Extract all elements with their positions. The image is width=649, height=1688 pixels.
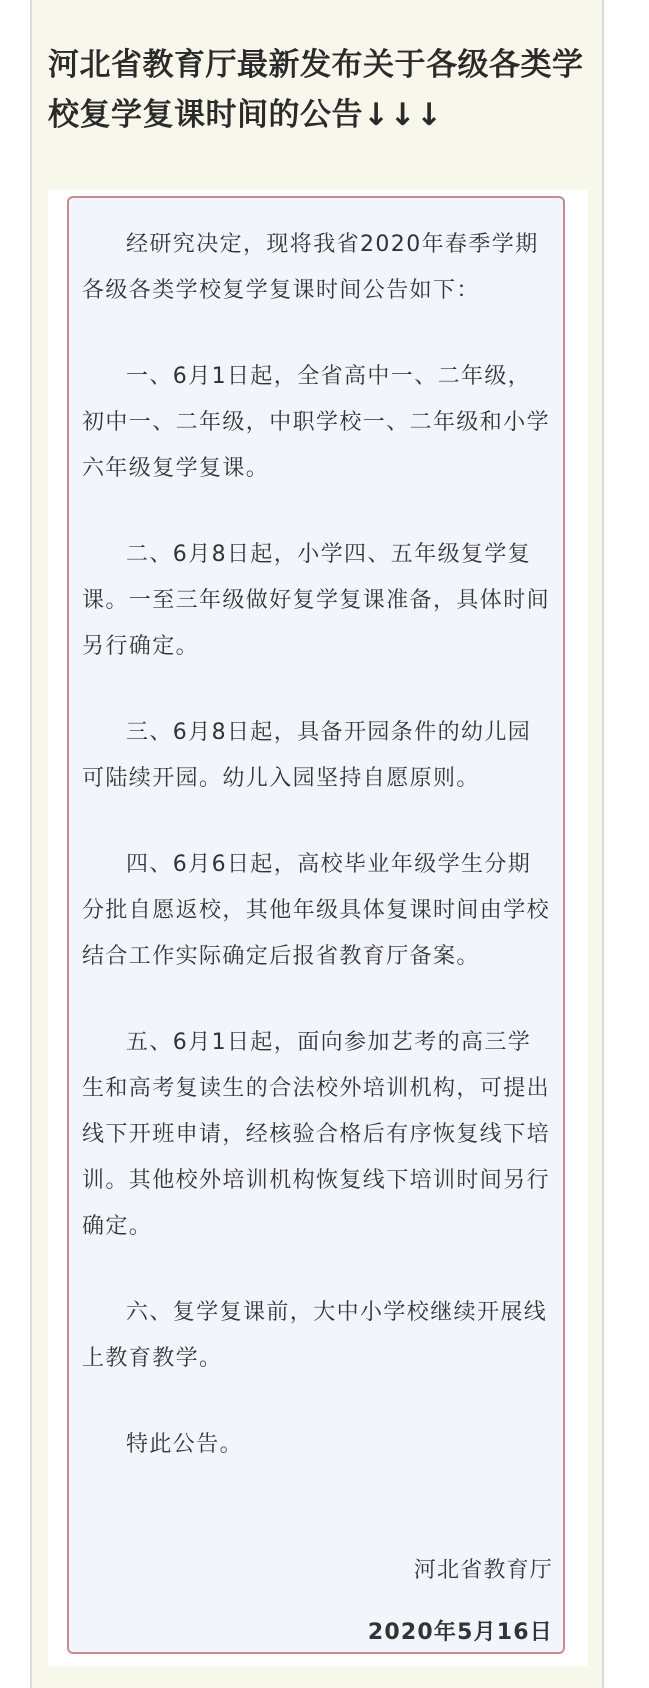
- notice-paragraph: 五、6月1日起，面向参加艺考的高三学生和高考复读生的合法校外培训机构，可提出线下开班申请，经核验合格后有序恢复线下培训。其他校外培训机构恢复线下培训时间另行确定。: [82, 1030, 551, 1239]
- notice-paragraph: 经研究决定，现将我省2020年春季学期各级各类学校复学复课时间公告如下：: [82, 232, 539, 303]
- notice-paragraph: 三、6月8日起，具备开园条件的幼儿园可陆续开园。幼儿入园坚持自愿原则。: [82, 720, 532, 791]
- notice-body: [82, 222, 552, 1508]
- issuer-name: 河北省教育厅: [413, 1558, 553, 1583]
- notice-paragraph: 一、6月1日起，全省高中一、二年级，初中一、二年级，中职学校一、二年级和小学六年级复学复课。: [82, 364, 551, 481]
- notice-closing: 特此公告。: [126, 1432, 244, 1457]
- issue-date: 2020年5月16日: [367, 1620, 553, 1645]
- notice-paragraph: 四、6月6日起，高校毕业年级学生分期分批自愿返校，其他年级具体复课时间由学校结合工作实际确定后报省教育厅备案。: [82, 852, 551, 969]
- notice-paragraph: 二、6月8日起，小学四、五年级复学复课。一至三年级做好复学复课准备，具体时间另行确定。: [82, 542, 551, 659]
- article-headline: 河北省教育厅最新发布关于各级各类学校复学复课时间的公告↓↓↓: [48, 47, 584, 133]
- notice-paragraph: 六、复学复课前，大中小学校继续开展线上教育教学。: [82, 1300, 548, 1371]
